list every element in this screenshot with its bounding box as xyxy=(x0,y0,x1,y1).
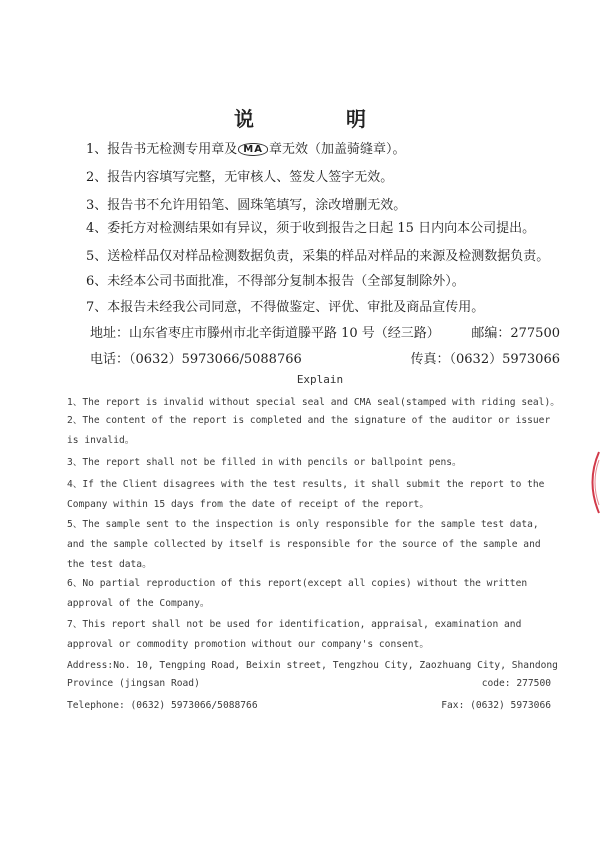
title-right-char: 明 xyxy=(346,107,366,131)
en-item-2 xyxy=(67,411,562,451)
en-item-3 xyxy=(67,453,562,473)
en-item-line: the test data。 xyxy=(67,559,152,570)
cn-item-3: 3、报告书不允许用铅笔、圆珠笔填写，涂改增删无效。 xyxy=(86,198,407,213)
cn-item-6: 6、未经本公司书面批准，不得部分复制本报告（全部复制除外）。 xyxy=(86,274,465,289)
cn-item-5: 5、送检样品仅对样品检测数据负责，采集的样品对样品的来源及检测数据负责。 xyxy=(86,249,550,264)
cn-address: 地址：山东省枣庄市滕州市北辛街道滕平路 10 号（经三路） xyxy=(90,326,440,341)
en-item-line: 3、The report shall not be filled in with pencils or ballpoint pens。 xyxy=(67,457,462,468)
cn-item-7: 7、本报告未经我公司同意，不得做鉴定、评优、审批及商品宣传用。 xyxy=(86,300,485,315)
cma-mark-icon: MA xyxy=(238,143,268,156)
en-item-line: 7、This report shall not be used for identification, appraisal, examination and xyxy=(67,619,522,630)
en-item-5 xyxy=(67,515,562,575)
en-postcode: code: 277500 xyxy=(481,678,551,689)
en-item-line: approval of the Company。 xyxy=(67,598,210,609)
en-address-line-2 xyxy=(67,678,551,689)
english-title: Explain xyxy=(296,373,344,386)
en-address-province: Province (jingsan Road) xyxy=(67,678,200,689)
en-item-line: Company within 15 days from the date of receipt of the report。 xyxy=(67,499,429,510)
cn-fax: 传真：（0632）5973066 xyxy=(410,352,560,367)
cn-item-2: 2、报告内容填写完整，无审核人、签发人签字无效。 xyxy=(86,170,394,185)
riding-seal-stamp xyxy=(582,450,600,515)
en-item-line: is invalid。 xyxy=(67,435,135,446)
cn-item-4: 4、委托方对检测结果如有异议，须于收到报告之日起 15 日内向本公司提出。 xyxy=(86,221,536,236)
cn-address-row xyxy=(90,322,560,341)
cn-item-1-tail: 章无效（加盖骑缝章）。 xyxy=(268,142,406,157)
en-item-line: 6、No partial reproduction of this report(except all copies) without the written xyxy=(67,578,528,589)
en-item-7 xyxy=(67,615,562,655)
en-item-6 xyxy=(67,574,562,614)
en-item-4 xyxy=(67,475,562,515)
en-item-line: and the sample collected by itself is responsible for the source of the sample and xyxy=(67,539,541,550)
title-left-char: 说 xyxy=(234,107,254,131)
en-item-line: 1、The report is invalid without special seal and CMA seal(stamped with riding seal)。 xyxy=(67,397,560,408)
cn-phone-row xyxy=(90,348,560,367)
cn-item-1 xyxy=(86,138,406,157)
page-title xyxy=(0,103,600,132)
cn-phone: 电话：（0632）5973066/5088766 xyxy=(90,352,302,367)
en-item-line: approval or commodity promotion without our company's consent。 xyxy=(67,639,429,650)
en-fax: Fax: (0632) 5973066 xyxy=(441,700,551,711)
en-phone-row xyxy=(67,700,551,711)
en-phone: Telephone: (0632) 5973066/5088766 xyxy=(67,700,258,711)
cn-postcode: 邮编：277500 xyxy=(471,326,560,341)
en-item-line: 2、The content of the report is completed and the signature of the auditor or issuer xyxy=(67,415,551,426)
en-item-line: 5、The sample sent to the inspection is only responsible for the sample test data, xyxy=(67,519,539,530)
background-watermark: ​ xyxy=(466,160,474,178)
en-address-line-1: Address:No. 10, Tengping Road, Beixin street, Tengzhou City, Zaozhuang City, Shandong xyxy=(67,660,558,671)
en-item-line: 4、If the Client disagrees with the test results, it shall submit the report to the xyxy=(67,479,545,490)
cn-item-1-text: 1、报告书无检测专用章及 xyxy=(86,142,238,157)
en-item-1 xyxy=(67,393,562,413)
